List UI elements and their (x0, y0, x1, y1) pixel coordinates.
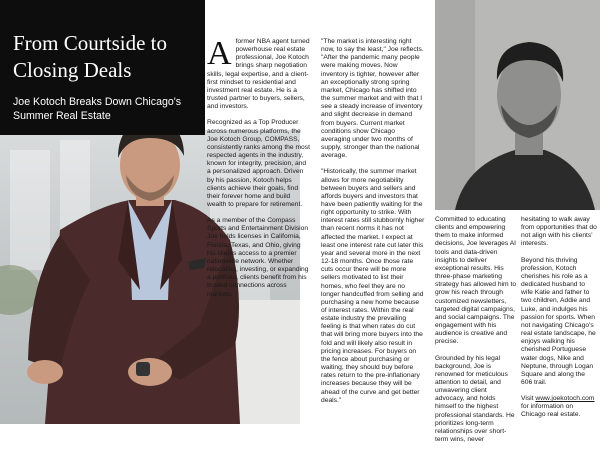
paragraph-summer-market: "Historically, the summer market allows for more negotiability between buyers and sellers and affords buyers and investors that have been patiently waiting for the right opportunity to strike. With interest rates still stubbornly higher than recent norms it has not affected the market. I expect at least one interest rate cut later this year and several more in the next 12-18 months. Once those rate cuts occur there will be more sellers motivated to list their homes, who feel they are no longer handcuffed from selling and purchasing a new home because of interest rates. Within the real estate industry the prevailing feeling is that when rates do cut that will bring more buyers into the fold and will likely also result in pricing increases. For buyers on the fence about purchasing or waiting, they should buy before rates return to the pre-inflationary increases because they will be ahead of the curve and get better deals." (321, 168, 425, 404)
paragraph-market-quote: "The market is interesting right now, to say the least," Joe reflects. "After the pandemic many people were making moves. Now inventory is tighter, however after an exceptionally strong spring market, Chicago has shifted into the summer market and with that I see a steady increase of inventory and slight decrease in demand from buyers. Current market conditions show Chicago averaging under two months of supply, stronger than the national average. (321, 38, 424, 160)
paragraph-top-producer: Recognized as a Top Producer across numerous platforms, the Joe Kotoch Group, COMPASS, consistently ranks among the most respected agents in the industry, known for integrity, precision, and a personalized approach. Driven by his passion, Kotoch helps clients achieve their goals, find their forever home and build wealth to prepare for retirement. (207, 119, 310, 208)
text-column-4 (521, 216, 597, 428)
paragraph-family: Beyond his thriving profession, Kotoch cherishes his role as a dedicated husband to wife Katie and father to two children, Addie and Luke, and indulges his passion for sports. When not navigating Chicago's real estate landscape, he enjoys walking his cherished Portuguese water dogs, Nike and Neptune, through Logan Square and along the 606 trail. (521, 256, 596, 386)
portrait-photo (435, 0, 600, 210)
portrait-figure (435, 0, 600, 210)
headline: From Courtside to Closing Deals (13, 31, 168, 82)
drop-cap: A (207, 35, 232, 72)
paragraph-legal: Grounded by his legal background, Joe is renowned for meticulous attention to detail, and unwavering client advocacy, and holds himself to the highest professional standards. He prioritizes long-term relationships over short-term wins, never (435, 354, 515, 444)
paragraph-licenses: As a member of the Compass Sports and Entertainment Division Joe holds licenses in California, Florida, Texas, and Ohio, giving his clients access to a premier nationwide network. Whether relocating, investing, or expanding a portfolio, clients benefit from his trusted connections across markets. (207, 217, 309, 298)
intro-paragraph: Aformer NBA agent turned powerhouse real estate professional, Joe Kotoch brings sharp negotiation skills, legal expertise, and a client-first mindset to residential and investment real estate. He is a trusted partner to buyers, sellers, and investors. (207, 35, 310, 111)
text-column-1 (207, 35, 310, 307)
title-block (0, 0, 205, 135)
subheadline: Joe Kotoch Breaks Down Chicago's Summer Real Estate (13, 96, 182, 122)
website-link[interactable]: www.joekotoch.com (535, 395, 595, 403)
paragraph-visit: Visit www.joekotoch.com for information on Chicago real estate. (521, 395, 595, 419)
paragraph-continued: hesitating to walk away from opportunities that do not align with his clients' interests. (521, 216, 597, 248)
text-column-2 (321, 38, 425, 413)
paragraph-education: Committed to educating clients and empowering them to make informed decisions, Joe leverages AI tools and data-driven insights to deliver exceptional results. His three-phase marketing strategy has allowed him to grow his reach through customized newsletters, targeted digital campaigns, and social campaigns. The engagement with his audience is creative and precise. (435, 216, 517, 346)
text-column-3 (435, 216, 517, 452)
